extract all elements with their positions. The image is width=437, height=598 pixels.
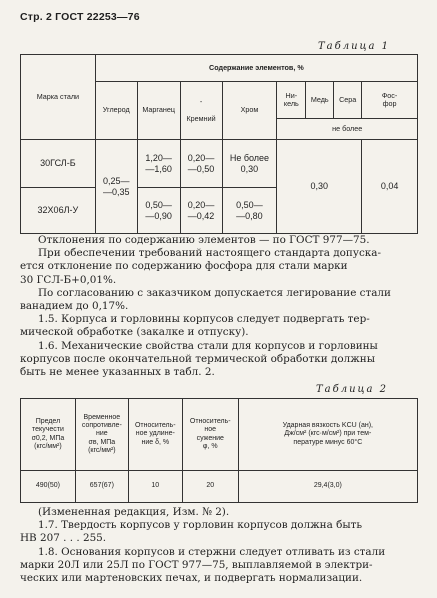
para-line: 30 ГСЛ-Б+0,01%. xyxy=(20,273,117,286)
elements-header: Содержание элементов, % xyxy=(95,55,417,82)
para-line: 1.7. Твердость корпусов у горловин корпусов должна быть xyxy=(38,519,363,532)
val-reduction: 20 xyxy=(182,471,238,503)
si-30gsl: 0,20— —0,50 xyxy=(180,140,222,188)
para-line: (Измененная редакция, Изм. № 2). xyxy=(38,506,230,518)
col-yield-strength: Предел текучести σ0,2, МПа (кгс/мм²) xyxy=(21,399,76,471)
carbon-shared: 0,25— —0,35 xyxy=(95,140,137,234)
para-line: При обеспечении требований настоящего стандарта допуска- xyxy=(38,247,381,260)
val-elongation: 10 xyxy=(128,471,182,503)
col-carbon: Углерод xyxy=(95,82,137,140)
grade-32kh06l: 32Х06Л-У xyxy=(21,188,96,234)
para-line: марки 20Л или 25Л по ГОСТ 977—75, выплавляемой в электри- xyxy=(20,558,373,571)
col-copper: Медь xyxy=(306,82,334,119)
table1-title: Таблица 1 xyxy=(318,41,391,52)
para-line: 1.8. Основания корпусов и стержни следует отливать из стали xyxy=(38,545,386,558)
table2 xyxy=(20,398,418,503)
page-header: Стр. 2 ГОСТ 22253—76 xyxy=(20,11,140,23)
para-line: ческих или мартеновских печах, и подвергать нормализации. xyxy=(20,572,363,585)
para-line: По согласованию с заказчиком допускается легирование стали xyxy=(38,286,391,299)
steel-grade-header: Марка стали xyxy=(21,55,96,140)
sulfur-shared: 0,30 xyxy=(277,140,362,234)
col-silicon xyxy=(180,82,222,140)
table2-title: Таблица 2 xyxy=(316,384,389,395)
col-nickel: Ни- кель xyxy=(277,82,306,119)
col-elongation: Относитель- ное удлине- ние δ, % xyxy=(128,399,182,471)
table1 xyxy=(20,54,418,234)
val-tensile: 657(67) xyxy=(75,471,128,503)
mn-30gsl: 1,20— —1,60 xyxy=(137,140,180,188)
grade-30gsl: 30ГСЛ-Б xyxy=(21,140,96,188)
si-32kh06l: 0,20— —0,42 xyxy=(180,188,222,234)
val-yield: 490(50) xyxy=(21,471,76,503)
body-text-1 xyxy=(20,234,417,379)
para-line: 1.5. Корпуса и горловины корпусов следует подвергать тер- xyxy=(38,313,370,326)
cr-32kh06l: 0,50— —0,80 xyxy=(222,188,277,234)
col-phosphorus: Фос- фор xyxy=(362,82,418,119)
col-silicon-label: Кремний xyxy=(186,113,216,123)
para-line: мической обработке (закалке и отпуску). xyxy=(20,326,249,339)
col-manganese: Марганец xyxy=(137,82,180,140)
col-tensile-strength: Временное сопротивле- ние σв, МПа (кгс/мм²) xyxy=(75,399,128,471)
para-line: Отклонения по содержанию элементов — по ГОСТ 977—75. xyxy=(38,234,370,246)
para-line: ванадием до 0,17%. xyxy=(20,300,129,313)
not-more-label: не более xyxy=(277,119,418,140)
col-chromium: Хром xyxy=(222,82,277,140)
body-text-2 xyxy=(20,506,417,585)
para-line: быть не менее указанных в табл. 2. xyxy=(20,366,215,379)
para-line: ется отклонение по содержанию фосфора для стали марки xyxy=(20,260,348,273)
para-line: 1.6. Механические свойства стали для корпусов и горловины xyxy=(38,339,378,352)
cr-30gsl: Не более 0,30 xyxy=(222,140,277,188)
col-sulfur: Сера xyxy=(334,82,362,119)
val-impact: 29,4(3,0) xyxy=(238,471,417,503)
para-line: НВ 207 . . . 255. xyxy=(20,532,107,545)
para-line: корпусов после окончательной термической обработки должны xyxy=(20,352,376,365)
mn-32kh06l: 0,50— —0,90 xyxy=(137,188,180,234)
col-impact: Ударная вязкость KCU (aн), Дж/см² (кгс·м/см²) при тем- пературе минус 60°С xyxy=(238,399,417,471)
dash-mark: - xyxy=(199,97,203,107)
phosphorus-shared: 0,04 xyxy=(362,140,418,234)
col-reduction: Относитель- ное сужение φ, % xyxy=(182,399,238,471)
